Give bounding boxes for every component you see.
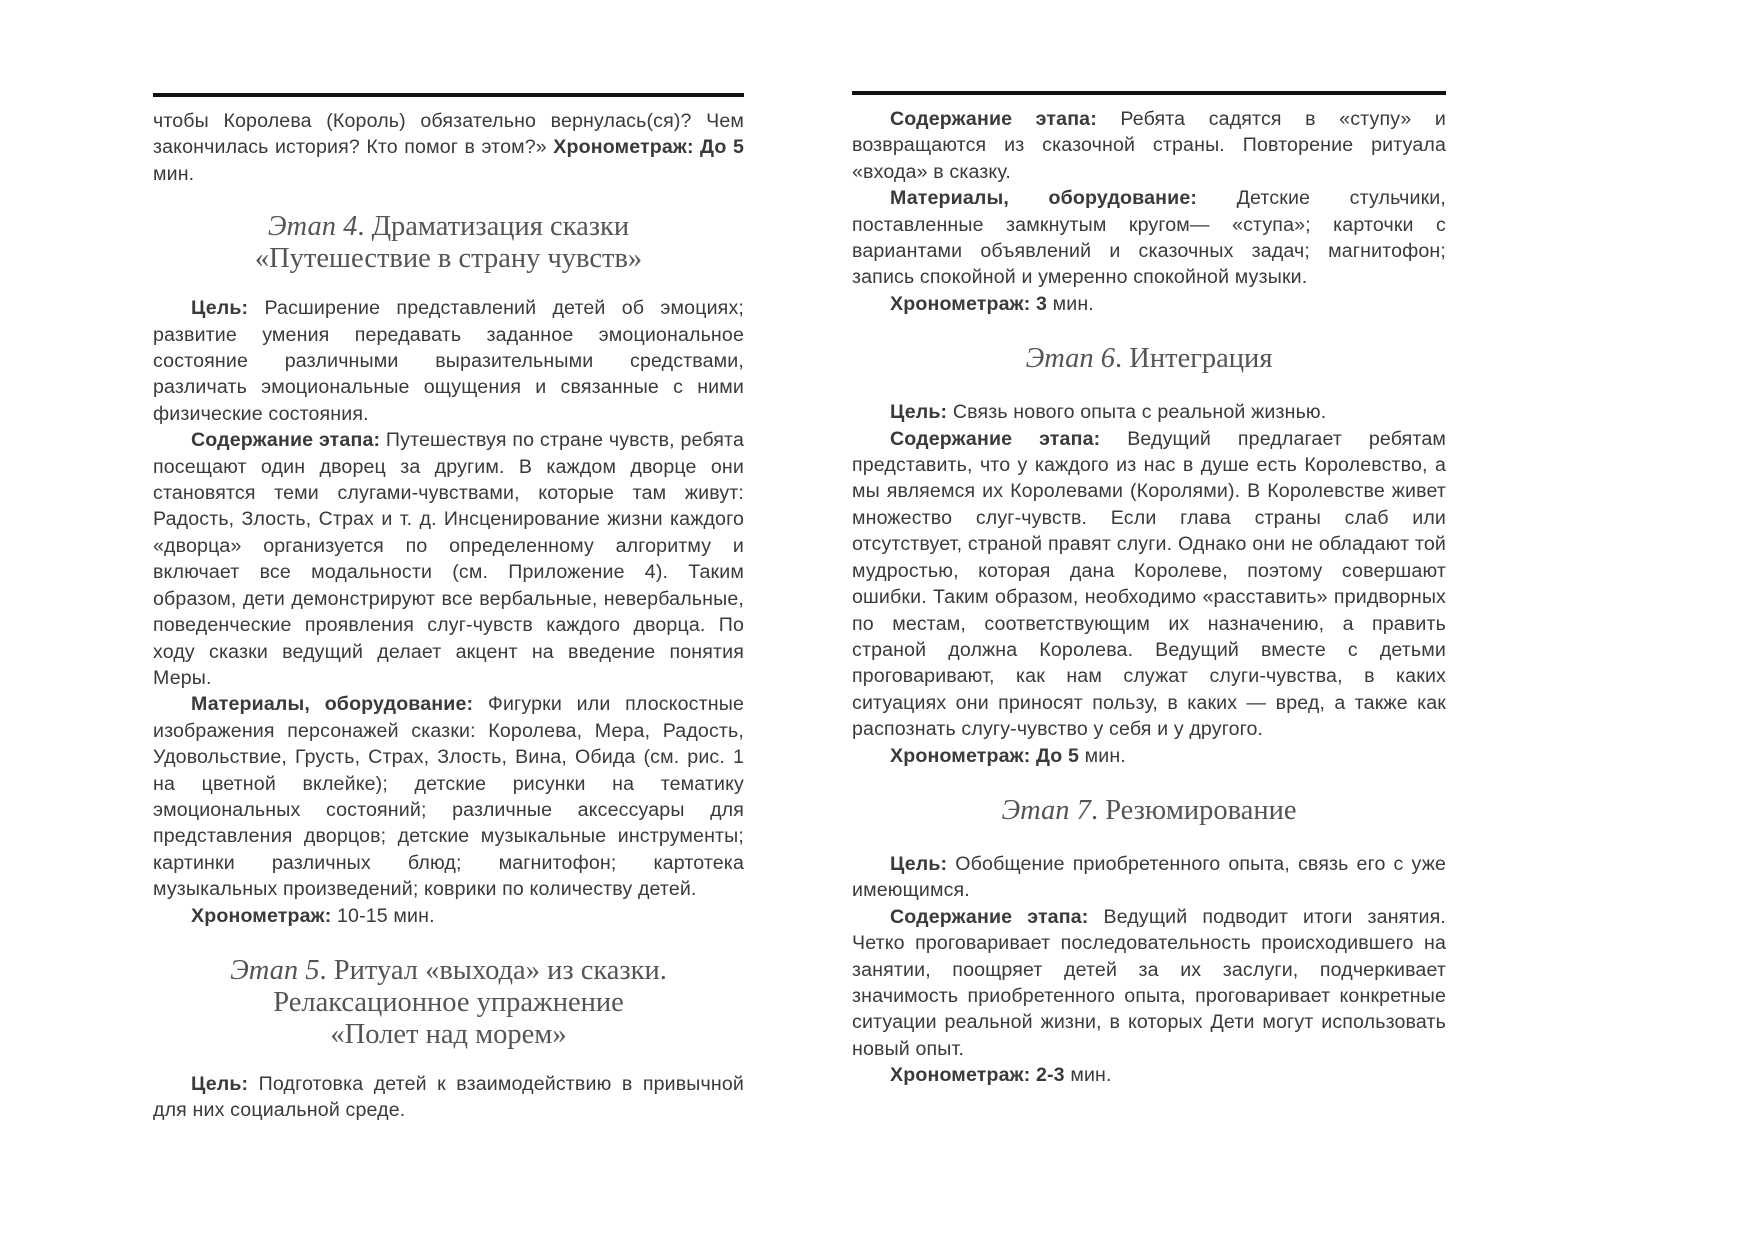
stage5-heading	[153, 955, 744, 1051]
materials-text: Детские стульчики, поставленные замкнутым кругом— «ступа»; карточки с вариантами объявлений и сказочных задач; магнитофон; запись спокойной и умеренно спокойной музыки.	[852, 187, 1446, 289]
stage-number: Этап 5	[230, 954, 320, 986]
goal-text: Обобщение приобретенного опыта, связь его с уже имеющимся.	[852, 852, 1446, 902]
content-label: Содержание этапа:	[890, 905, 1089, 928]
timing-value: мин.	[1047, 292, 1094, 315]
content-text: Ведущий подводит итоги занятия. Четко проговаривает последовательность происходившего на занятии, поощряет детей за их заслуги, подчеркивает значимость приобретенного опыта, проговаривает конкретные ситуации реальной жизни, в которых Дети могут использовать новый опыт.	[852, 905, 1446, 1060]
stage-subtitle: Релаксационное упражнение	[273, 986, 624, 1018]
stage5-materials	[852, 185, 1446, 291]
stage-title: . Резюмирование	[1090, 794, 1297, 826]
stage4-timing	[153, 903, 744, 929]
content-text: Ребята садятся в «ступу» и возвращаются из сказочной страны. Повторение ритуала «входа» в сказку.	[852, 108, 1446, 183]
stage4-materials	[153, 691, 744, 902]
timing-label: Хронометраж:	[191, 904, 332, 927]
materials-label: Материалы, оборудование:	[191, 693, 474, 716]
content-text: Путешествуя по стране чувств, ребята посещают один дворец за другим. В каждом дворце они становятся теми слугами-чувствами, которые там живут: Радость, Злость, Страх и т. д. Инсценирование жизни каждого «дворца» организуется по определенному алгоритму и включает все модальности (см. Приложение 4). Таким образом, дети демонстрируют все вербальные, невербальные, поведенческие проявления слуг-чувств каждого дворца. По ходу сказки ведущий делает акцент на введение понятия Меры.	[153, 429, 744, 689]
goal-label: Цель:	[890, 852, 948, 875]
timing-label: Хронометраж: До 5	[553, 136, 744, 159]
left-page-content	[153, 108, 744, 1124]
timing-value: 10-15 мин.	[331, 904, 435, 927]
goal-text: Расширение представлений детей об эмоциях; развитие умения передавать заданное эмоциональное состояние различными выразительными средствами, различать эмоциональные ощущения и связанные с ними физические состояния.	[153, 297, 744, 425]
intro-paragraph	[153, 108, 744, 187]
goal-text: Связь нового опыта с реальной жизнью.	[947, 401, 1327, 424]
stage7-heading	[852, 795, 1446, 827]
content-label: Содержание этапа:	[890, 427, 1101, 450]
stage6-goal	[852, 399, 1446, 425]
stage-number: Этап 4	[267, 211, 358, 243]
stage6-content	[852, 426, 1446, 743]
intro-text: чтобы Королева (Король) обязательно вернулась(ся)? Чем закончилась история? Кто помог в этом?»	[153, 110, 744, 159]
stage-number: Этап 6	[1025, 343, 1116, 375]
stage6-heading	[852, 343, 1446, 375]
stage-title: . Драматизация сказки	[357, 211, 630, 243]
goal-label: Цель:	[191, 1072, 249, 1095]
stage-subtitle: «Путешествие в страну чувств»	[254, 243, 643, 275]
stage5-timing	[852, 291, 1446, 317]
stage-title: . Интеграция	[1115, 343, 1273, 375]
timing-value: мин.	[1079, 744, 1126, 767]
goal-text: Подготовка детей к взаимодействию в привычной для них социальной среде.	[153, 1072, 744, 1122]
stage5-content	[852, 106, 1446, 185]
stage-subtitle: «Полет над морем»	[330, 1018, 567, 1050]
timing-value: мин.	[153, 162, 195, 185]
stage4-goal	[153, 295, 744, 427]
materials-label: Материалы, оборудование:	[890, 187, 1198, 210]
top-rule	[153, 93, 744, 97]
materials-text: Фигурки или плоскостные изображения персонажей сказки: Королева, Мера, Радость, Удовольствие, Грусть, Страх, Злость, Вина, Обида (см. рис. 1 на цветной вклейке); детские рисунки на тематику эмоциональных состояний; различные аксессуары для представления дворцов; детские музыкальные инструменты; картинки различных блюд; магнитофон; картотека музыкальных произведений; коврики по количеству детей.	[153, 693, 744, 901]
content-label: Содержание этапа:	[191, 429, 381, 452]
timing-label: Хронометраж: До 5	[890, 744, 1080, 767]
stage-number: Этап 7	[1001, 794, 1091, 826]
stage7-goal	[852, 851, 1446, 904]
content-label: Содержание этапа:	[890, 108, 1097, 130]
timing-label: Хронометраж: 3	[890, 292, 1048, 315]
goal-label: Цель:	[191, 297, 249, 320]
stage5-goal	[153, 1071, 744, 1124]
stage7-timing	[852, 1062, 1446, 1088]
content-text: Ведущий предлагает ребятам представить, что у каждого из нас в душе есть Королевство, а мы являемся их Королевами (Королями). В Королевстве живет множество слуг-чувств. Если глава страны слаб или отсутствует, страной правят слуги. Однако они не обладают той мудростью, которая дана Королеве, поэтому совершают ошибки. Таким образом, необходимо «расставить» придворных по местам, соответствующим их назначению, а править страной должна Королева. Ведущий вместе с детьми проговаривают, как нам служат слуги-чувства, в каких ситуациях они приносят пользу, в каких — вред, а также как распознать слугу-чувство у себя и у другого.	[852, 427, 1446, 741]
stage-title: . Ритуал «выхода» из сказки.	[319, 954, 667, 986]
right-page-content	[852, 106, 1446, 1089]
stage6-timing	[852, 743, 1446, 769]
timing-label: Хронометраж: 2-3	[890, 1064, 1065, 1087]
timing-value: мин.	[1064, 1064, 1112, 1087]
stage4-content	[153, 427, 744, 691]
goal-label: Цель:	[890, 401, 948, 424]
stage4-heading	[153, 211, 744, 275]
top-rule	[852, 91, 1446, 95]
stage7-content	[852, 904, 1446, 1062]
